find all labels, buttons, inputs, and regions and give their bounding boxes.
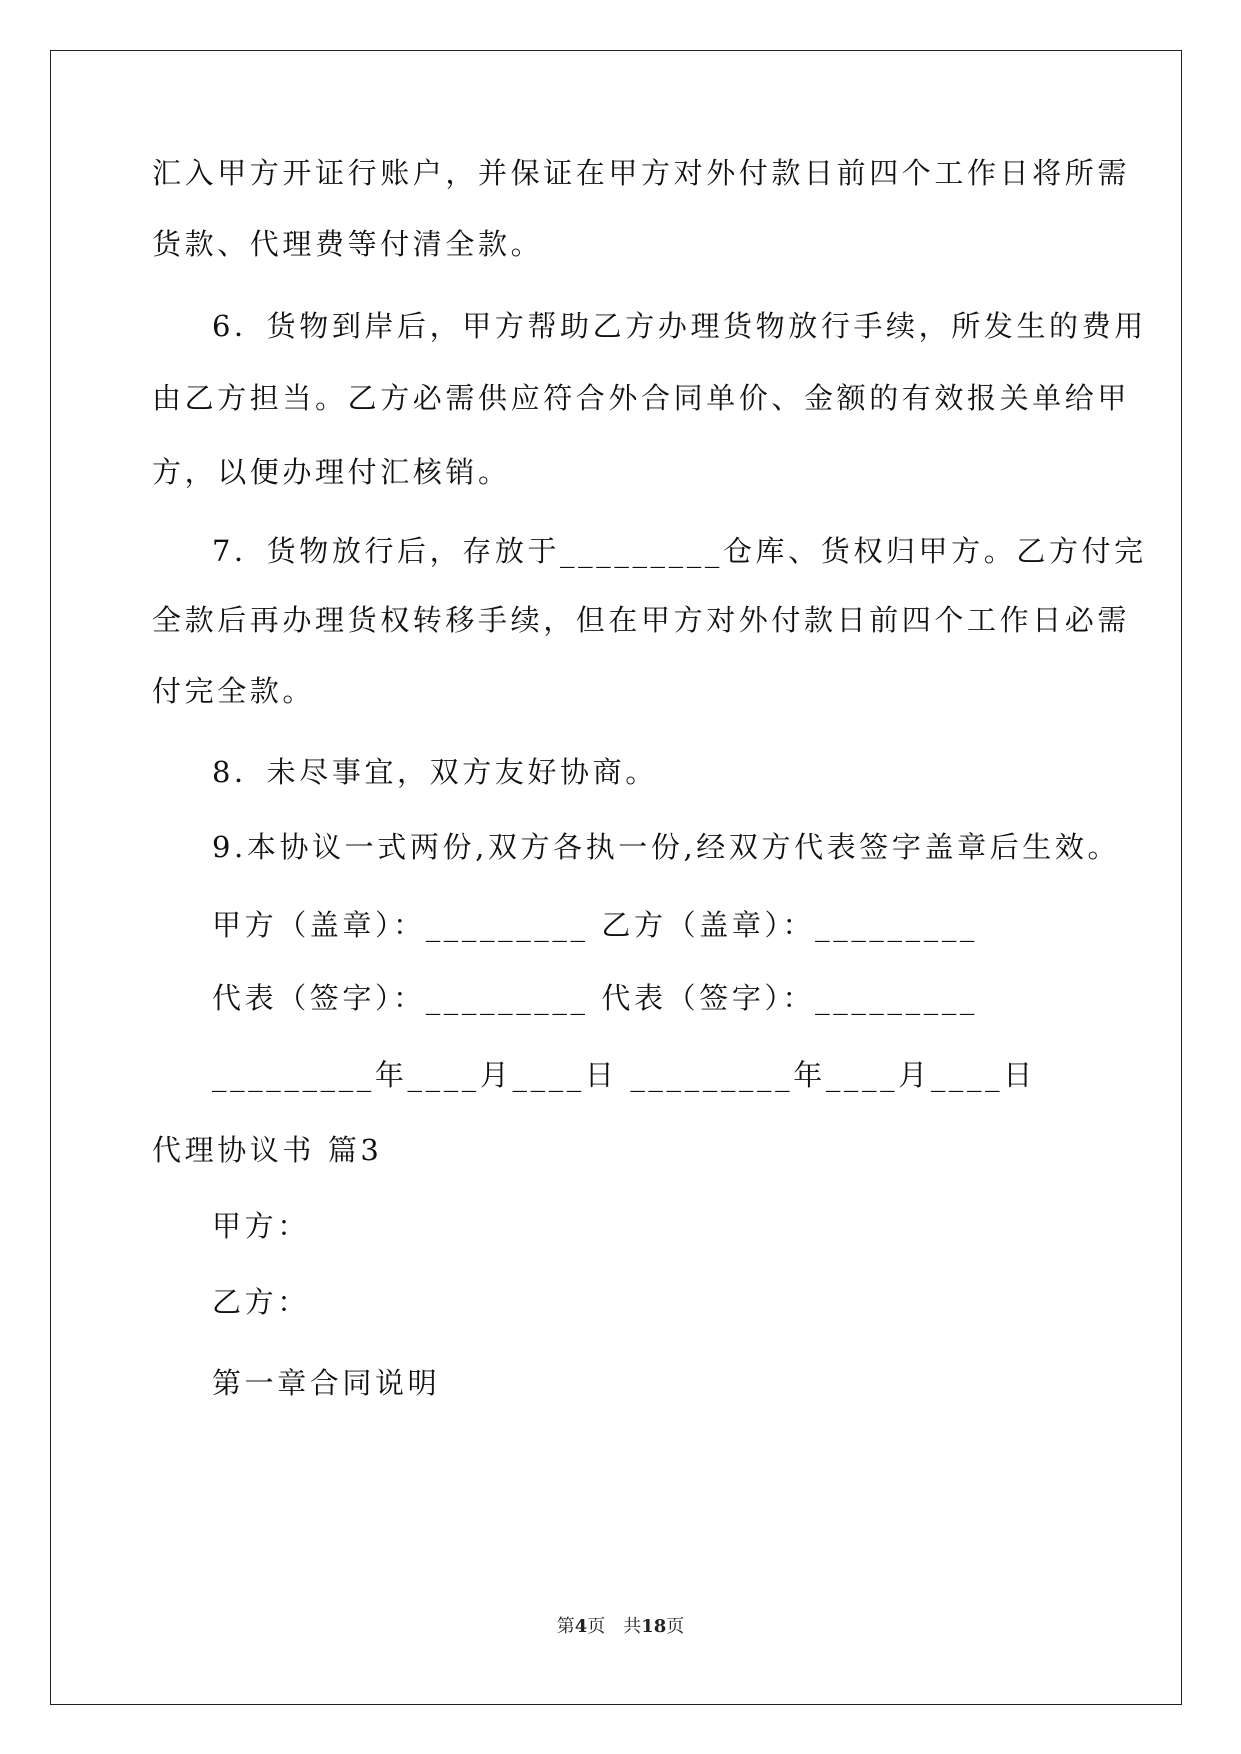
footer-page-mid: 页 共 xyxy=(587,1616,642,1637)
signature-date-line: _________年____月____日 _________年____月____日 xyxy=(212,1058,1036,1092)
page-footer xyxy=(0,1615,1241,1639)
seal-signature-line: 甲方（盖章）：_________ 乙方（盖章）：_________ xyxy=(212,908,979,942)
paragraph-8: 8．未尽事宜，双方友好协商。 xyxy=(212,755,658,789)
party-b-label: 乙方： xyxy=(212,1285,310,1319)
chapter-1-heading: 第一章合同说明 xyxy=(212,1366,441,1400)
party-a-label: 甲方： xyxy=(212,1209,310,1243)
section-title: 代理协议书 篇3 xyxy=(152,1133,383,1167)
footer-page-number: 4 xyxy=(574,1616,588,1637)
paragraph-7-line-2: 全款后再办理货权转移手续，但在甲方对外付款日前四个工作日必需 xyxy=(152,603,1131,637)
paragraph-7-line-1: 7．货物放行后，存放于_________仓库、货权归甲方。乙方付完 xyxy=(212,534,1147,568)
paragraph-6-line-1: 6．货物到岸后，甲方帮助乙方办理货物放行手续，所发生的费用 xyxy=(212,309,1147,343)
footer-page-suffix: 页 xyxy=(666,1616,685,1637)
paragraph-5-line-1: 汇入甲方开证行账户，并保证在甲方对外付款日前四个工作日将所需 xyxy=(152,156,1131,190)
paragraph-9: 9.本协议一式两份,双方各执一份,经双方代表签字盖章后生效。 xyxy=(212,830,1121,864)
paragraph-7-line-3: 付完全款。 xyxy=(152,674,316,708)
footer-total-pages: 18 xyxy=(641,1616,667,1637)
paragraph-6-line-3: 方，以便办理付汇核销。 xyxy=(152,455,511,489)
paragraph-5-line-2: 货款、代理费等付清全款。 xyxy=(152,227,544,261)
paragraph-6-line-2: 由乙方担当。乙方必需供应符合外合同单价、金额的有效报关单给甲 xyxy=(152,381,1131,415)
representative-signature-line: 代表（签字）：_________ 代表（签字）：_________ xyxy=(212,981,979,1015)
footer-page-prefix: 第 xyxy=(556,1616,575,1637)
page-border xyxy=(50,50,1182,1705)
